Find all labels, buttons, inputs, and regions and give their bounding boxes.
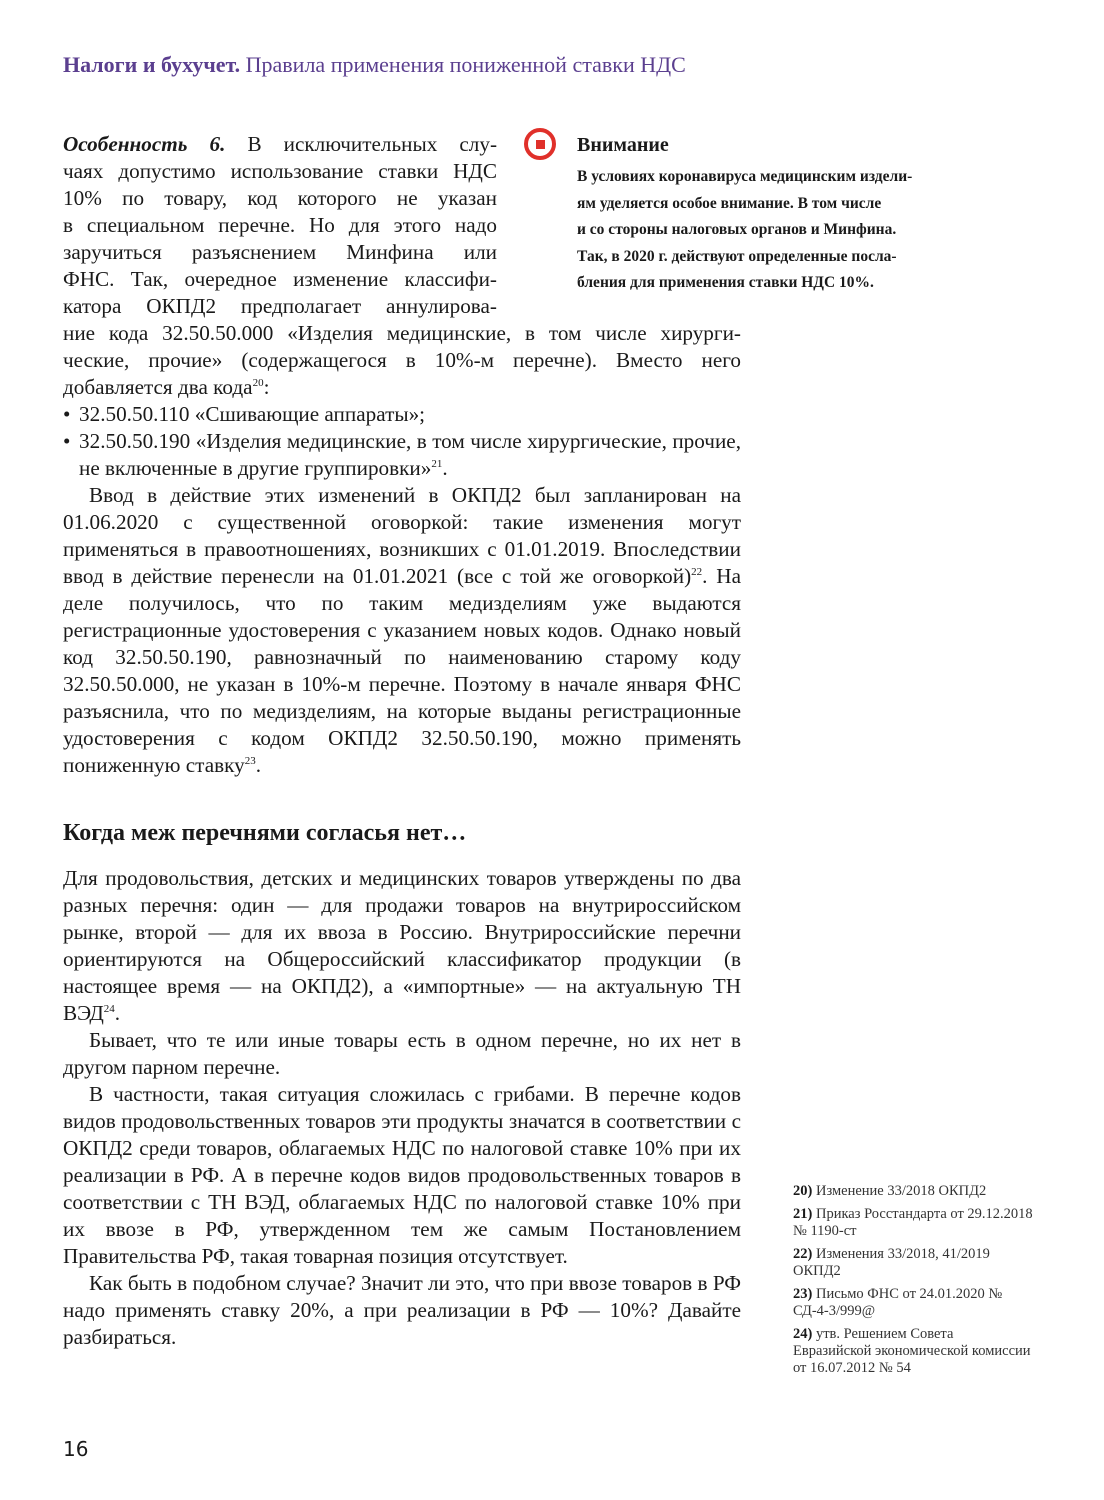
footnote-ref[interactable]: 21 (431, 458, 443, 470)
footnote-ref[interactable]: 20 (252, 377, 264, 389)
footnote: 21) Приказ Росстандарта от 29.12.2018 № 1190-ст (793, 1206, 1033, 1239)
header-title: Правила применения пониженной ставки НДС (245, 52, 686, 77)
footnote-ref[interactable]: 22 (691, 566, 703, 578)
footnote-ref[interactable]: 24 (103, 1003, 115, 1015)
list-item: • 32.50.50.190 «Изделия медицинские, в том числе хирургические, прочие, не включенные в другие группировки»$^{21}$. (63, 428, 741, 482)
footnote-ref[interactable]: 23 (244, 755, 256, 767)
text-line: в специальном перечне. Но для этого надо (63, 213, 497, 237)
callout-text: В условиях коронавируса медицинским издели- ям уделяется особое внимание. В том числе и со стороны налоговых органов и Минфина. Так, в 2020 г. действуют определенные посла- бления для применения ставки НДС 10%. (577, 168, 913, 291)
text-line: Особенность 6. В исключительных слу- (63, 132, 498, 156)
text-line: заручиться разъяснением Минфина или (63, 240, 497, 264)
paragraph: Как быть в подобном случае? Значит ли это, что при ввозе товаров в РФ надо применять ставку 20%, а при реализации в РФ — 10%? Давайте разбираться. (63, 1271, 741, 1349)
section-2-body (63, 865, 741, 1351)
footnote: 20) Изменение 33/2018 ОКПД2 (793, 1183, 987, 1199)
paragraph: Для продовольствия, детских и медицинских товаров утверждены по два разных перечня: один — для продажи товаров на внутрироссийском рынке, второй — для их ввоза в Россию. Внутрироссийские перечни ориентируются на Общероссийский классификатор продукции (в настоящее время — на ОКПД2), а «импортные» — на актуальную ТН ВЭД$^{24}$. (63, 866, 741, 1025)
feature-6-narrow (63, 131, 497, 320)
stop-circle-icon (524, 128, 556, 160)
footnotes (793, 1183, 1033, 1383)
footnote: 24) утв. Решением Совета Евразийской экономической комиссии от 16.07.2012 № 54 (793, 1326, 1031, 1376)
code-list (63, 401, 741, 482)
footnote: 22) Изменения 33/2018, 41/2019 ОКПД2 (793, 1246, 990, 1279)
list-item: • 32.50.50.110 «Сшивающие аппараты»; (63, 401, 741, 428)
text-line: добавляется два кода$^{20}$: (63, 375, 270, 399)
text-line: ческие, прочие» (содержащегося в 10%-м перечне). Вместо него (63, 348, 741, 372)
section-heading: Когда меж перечнями согласья нет… (63, 820, 467, 846)
footnote: 23) Письмо ФНС от 24.01.2020 № СД-4-3/999@ (793, 1286, 1003, 1319)
page-number: 16 (63, 1437, 89, 1461)
callout-title: Внимание (577, 134, 669, 156)
text-line: катора ОКПД2 предполагает аннулирова- (63, 294, 497, 318)
feature-lead: Особенность 6. (63, 132, 226, 156)
text-line: чаях допустимо использование ставки НДС (63, 159, 497, 183)
text-line: ние кода 32.50.50.000 «Изделия медицинские, в том числе хирурги- (63, 321, 741, 345)
paragraph: В частности, такая ситуация сложилась с грибами. В перечне кодов видов продовольственных товаров эти продукты значатся в соответствии с ОКПД2 среди товаров, облагаемых НДС по налоговой ставке 10% при их реализации в РФ. А в перечне кодов видов продовольственных товаров в соответствии с ТН ВЭД, облагаемых НДС по налоговой ставке 10% при их ввозе в РФ, утвержденном тем же самым Постановлением Правительства РФ, такая товарная позиция отсутствует. (63, 1082, 741, 1268)
text-line: ФНС. Так, очередное изменение классифи- (63, 267, 497, 291)
running-header (63, 52, 686, 78)
paragraph: Ввод в действие этих изменений в ОКПД2 был запланирован на 01.06.2020 с существенной оговоркой: такие изменения могут применяться в правоотношениях, возникших с 01.01.2019. Впоследствии ввод в действие перенесли на 01.01.2021 (все с той же оговоркой)$^{22}$. На деле получилось, что по таким медизделиям уже выдаются регистрационные удостоверения с указанием новых кодов. Однако новый код 32.50.50.190, равнозначный по наименованию старому коду 32.50.50.000, не указан в 10%-м перечне. Поэтому в начале января ФНС разъяснила, что по медизделиям, на которые выданы регистрационные удостоверения с кодом ОКПД2 32.50.50.190, можно применять пониженную ставку$^{23}$. (63, 483, 741, 777)
header-section: Налоги и бухучет. (63, 52, 241, 77)
paragraph: Бывает, что те или иные товары есть в одном перечне, но их нет в другом парном перечне. (63, 1028, 741, 1079)
text-line: 10% по товару, код которого не указан (63, 186, 497, 210)
